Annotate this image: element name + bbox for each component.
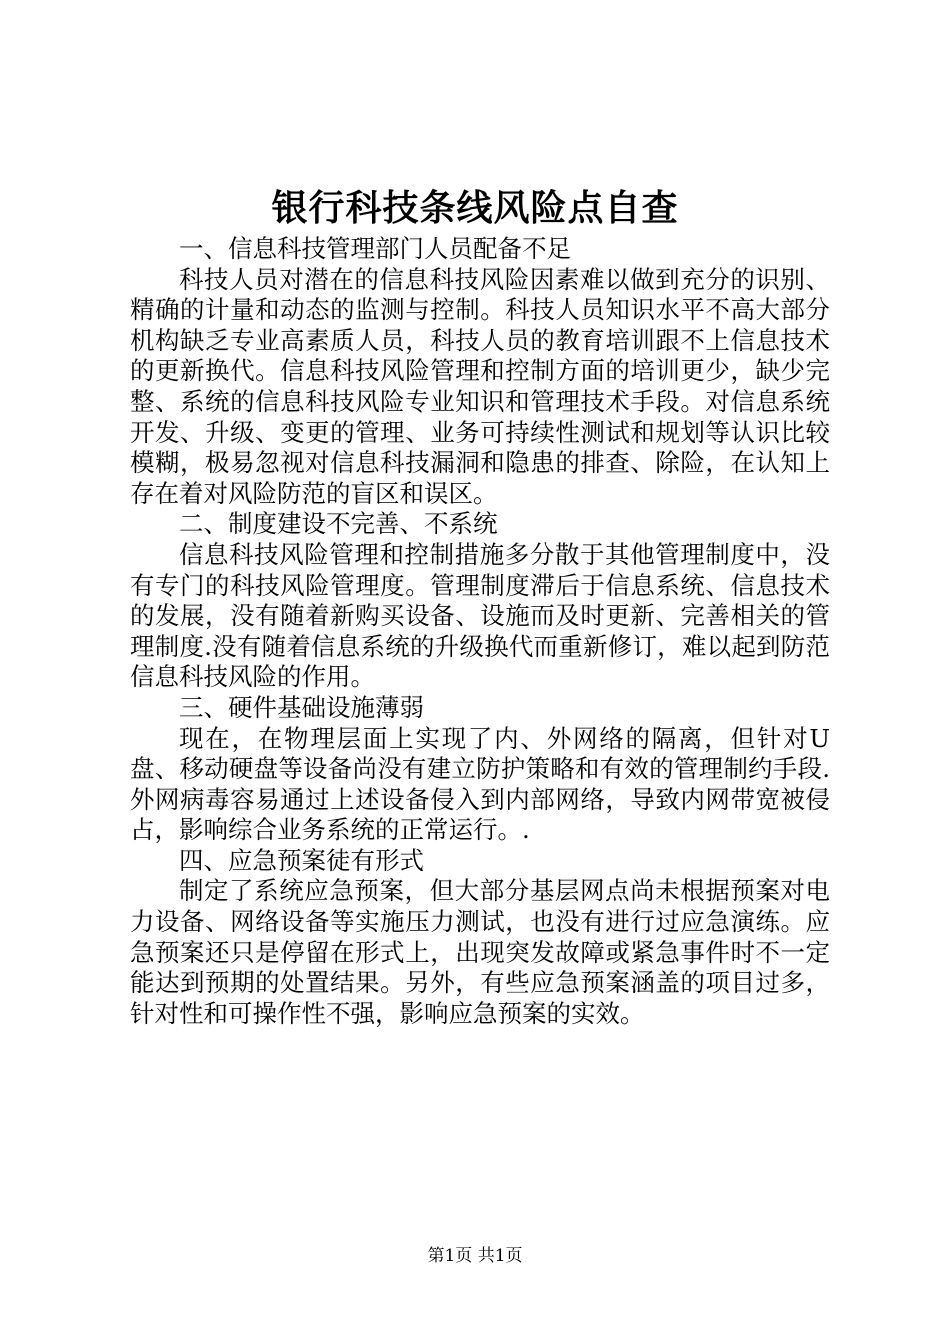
section-paragraph-4: 制定了系统应急预案，但大部分基层网点尚未根据预案对电力设备、网络设备等实施压力测试，也没有进行过应急演练。应急预案还只是停留在形式上，出现突发故障或紧急事件时不一定能达到预期的处置结果。另外，有些应急预案涵盖的项目过多，针对性和可操作性不强，影响应急预案的实效。: [130, 876, 830, 1028]
document-body: [130, 234, 830, 1029]
section-heading-2: 二、制度建设不完善、不系统: [179, 509, 498, 539]
section-paragraph-1: 科技人员对潜在的信息科技风险因素难以做到充分的识别、精确的计量和动态的监测与控制。科技人员知识水平不高大部分机构缺乏专业高素质人员，科技人员的教育培训跟不上信息技术的更新换代。信息科技风险管理和控制方面的培训更少，缺少完整、系统的信息科技风险专业知识和管理技术手段。对信息系统开发、升级、变更的管理、业务可持续性测试和规划等认识比较模糊，极易忽视对信息科技漏洞和隐患的排查、除险，在认知上存在着对风险防范的盲区和误区。: [130, 264, 830, 508]
section-paragraph-3: 现在，在物理层面上实现了内、外网络的隔离，但针对U盘、移动硬盘等设备尚没有建立防护策略和有效的管理制约手段.外网病毒容易通过上述设备侵入到内部网络，导致内网带宽被侵占，影响综合业务系统的正常运行。.: [130, 723, 830, 845]
section-heading-1: 一、信息科技管理部门人员配备不足: [179, 234, 571, 263]
page-footer: 第1页 共1页: [427, 1246, 523, 1266]
section-heading-4: 四、应急预案徒有形式: [179, 845, 424, 875]
document-title: 银行科技条线风险点自查: [271, 187, 679, 229]
section-paragraph-2: 信息科技风险管理和控制措施多分散于其他管理制度中，没有专门的科技风险管理度。管理制度滞后于信息系统、信息技术的发展，没有随着新购买设备、设施而及时更新、完善相关的管理制度.没有随着信息系统的升级换代而重新修订，难以起到防范信息科技风险的作用。: [130, 539, 830, 692]
section-heading-3: 三、硬件基础设施薄弱: [179, 692, 424, 722]
